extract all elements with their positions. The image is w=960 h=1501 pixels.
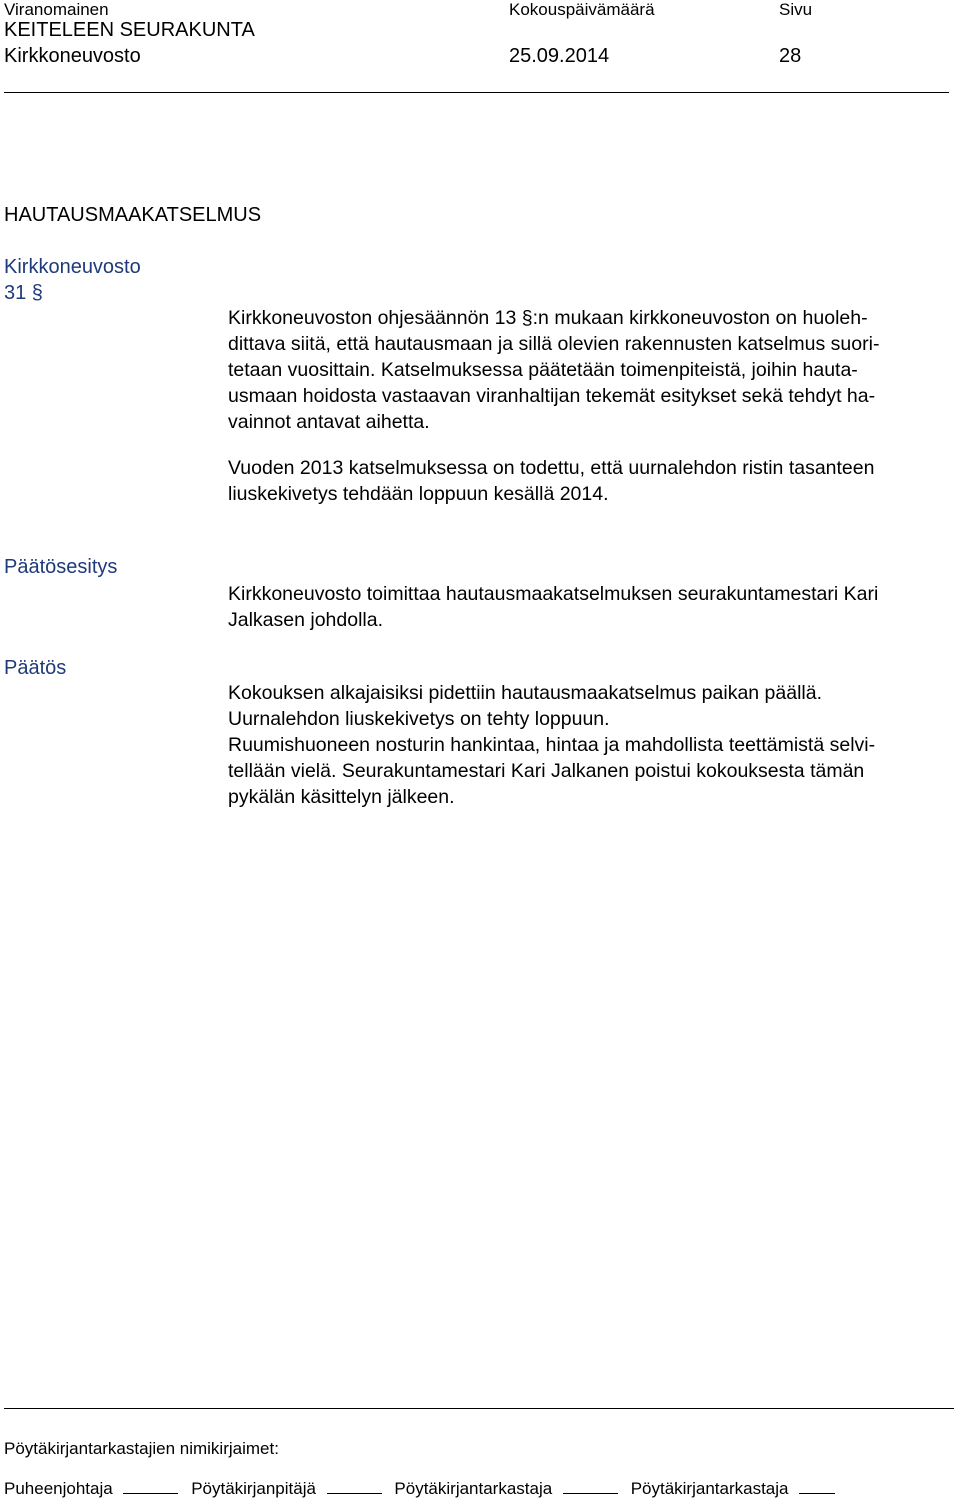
paragraph-line: vainnot antavat aihetta. <box>228 411 430 433</box>
initial-line-chair <box>123 1481 178 1494</box>
paragraph-line: dittava siitä, että hautausmaan ja sillä olevien rakennusten katselmus suori- <box>228 333 880 355</box>
decision-text <box>228 680 956 810</box>
header-authority-label: Viranomainen <box>4 0 109 19</box>
paragraph-line: Kirkkoneuvoston ohjesäännön 13 §:n mukaan kirkkoneuvoston on huoleh- <box>228 307 868 329</box>
initial-line-secretary <box>327 1481 382 1494</box>
decision-line: pykälän käsittelyn jälkeen. <box>228 786 455 808</box>
paragraph-line: liuskekivetys tehdään loppuun kesällä 2014. <box>228 483 609 505</box>
footer-role-chair: Puheenjohtaja <box>4 1479 113 1498</box>
header-divider <box>4 92 949 93</box>
section-title: HAUTAUSMAAKATSELMUS <box>4 204 262 226</box>
proposal-label: Päätösesitys <box>4 556 118 578</box>
header-authority: Kirkkoneuvosto <box>4 45 141 67</box>
paragraph-1 <box>228 305 956 435</box>
proposal-line: Jalkasen johdolla. <box>228 609 384 631</box>
decision-line: Ruumishuoneen nosturin hankintaa, hintaa ja mahdollista teettämistä selvi- <box>228 734 876 756</box>
decision-line: Uurnalehdon liuskekivetys on tehty loppuun. <box>228 708 610 730</box>
paragraph-line: usmaan hoidosta vastaavan viranhaltijan tekemät esitykset sekä tehdyt ha- <box>228 385 876 407</box>
section-body-label: Kirkkoneuvosto <box>4 256 141 278</box>
footer-divider <box>4 1408 954 1409</box>
header-organization: KEITELEEN SEURAKUNTA <box>4 19 255 41</box>
footer-role-examiner-2: Pöytäkirjantarkastaja <box>630 1479 789 1498</box>
header-page-label: Sivu <box>779 0 813 19</box>
proposal-text <box>228 581 956 633</box>
footer-role-secretary: Pöytäkirjanpitäjä <box>191 1479 316 1498</box>
initial-line-examiner-1 <box>563 1481 618 1494</box>
section-number: 31 § <box>4 282 43 304</box>
header-date-label: Kokouspäivämäärä <box>509 0 655 19</box>
paragraph-line: tetaan vuosittain. Katselmuksessa päätetään toimenpiteistä, joihin hauta- <box>228 359 858 381</box>
decision-line: Kokouksen alkajaisiksi pidettiin hautausmaakatselmus paikan päällä. <box>228 682 823 704</box>
decision-label: Päätös <box>4 657 67 679</box>
paragraph-line: Vuoden 2013 katselmuksessa on todettu, että uurnalehdon ristin tasanteen <box>228 457 875 479</box>
footer-signature-row <box>4 1479 835 1499</box>
paragraph-2 <box>228 455 956 507</box>
footer-initials-label: Pöytäkirjantarkastajien nimikirjaimet: <box>4 1439 279 1458</box>
initial-line-examiner-2 <box>799 1481 835 1494</box>
footer-role-examiner-1: Pöytäkirjantarkastaja <box>394 1479 553 1498</box>
header-page-number: 28 <box>779 45 802 67</box>
header-date: 25.09.2014 <box>509 45 610 67</box>
decision-line: tellään vielä. Seurakuntamestari Kari Jalkanen poistui kokouksesta tämän <box>228 760 865 782</box>
proposal-line: Kirkkoneuvosto toimittaa hautausmaakatselmuksen seurakuntamestari Kari <box>228 583 879 605</box>
